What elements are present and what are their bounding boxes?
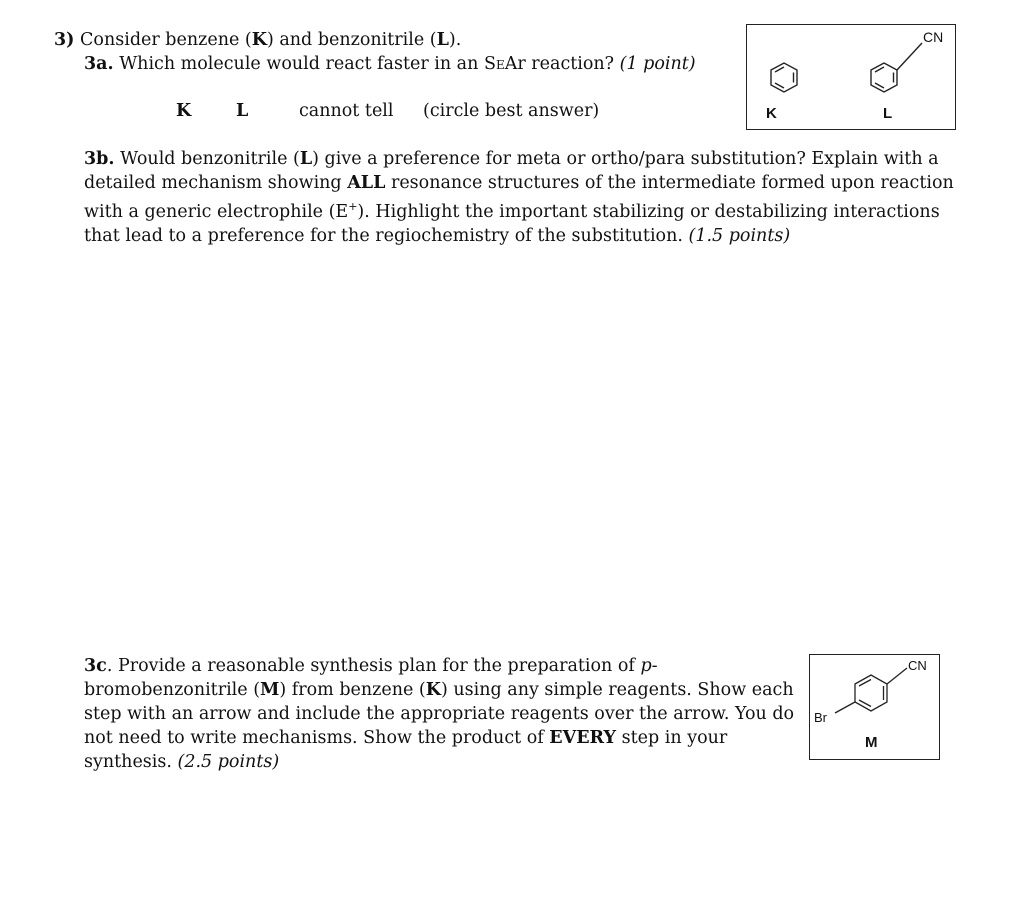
option-k[interactable]: K — [176, 101, 192, 121]
option-cannot-tell[interactable]: cannot tell — [299, 101, 394, 121]
option-hint: (circle best answer) — [423, 101, 600, 121]
q3a-question: 3a. Which molecule would react faster in an SEAr reaction? (1 point) — [84, 54, 696, 74]
cn-label-m: CN — [908, 658, 927, 673]
figure-k-l — [746, 24, 956, 130]
q3c-points: (2.5 points) — [177, 752, 280, 772]
label-m: M — [865, 734, 878, 751]
q3a-label: 3a. — [84, 54, 114, 74]
label-k: K — [766, 105, 777, 122]
q3b-label: 3b. — [84, 149, 115, 169]
q3c-question: 3c. Provide a reasonable synthesis plan for the preparation of p- bromobenzonitrile (M) from benzene (K) using any simple reagents. Show each step with an arrow and include the appropriate reagents over the arrow. You do not need to write mechanisms. Show the product of EVERY step in your synthesis. (2.5 points) — [84, 656, 795, 772]
q3b-question: 3b. Would benzonitrile (L) give a preference for meta or ortho/para substitution? Explain with a detailed mechanism showing ALL resonance structures of the intermediate formed upon reaction with a generic electrophile (E+). Highlight the important stabilizing or destabilizing interactions that lead to a preference for the regiochemistry of the substitution. (1.5 points) — [84, 149, 954, 246]
q3-number: 3) — [54, 30, 75, 50]
option-l[interactable]: L — [236, 101, 249, 121]
q3b-points: (1.5 points) — [688, 225, 791, 246]
q3-intro: 3) Consider benzene (K) and benzonitrile (L). — [54, 30, 462, 50]
cn-label-l: CN — [923, 29, 944, 45]
label-l: L — [883, 105, 893, 122]
figure-m — [809, 654, 940, 760]
q3c-label: 3c — [84, 656, 107, 676]
q3a-points: (1 point) — [619, 54, 696, 74]
br-label-m: Br — [814, 710, 827, 725]
